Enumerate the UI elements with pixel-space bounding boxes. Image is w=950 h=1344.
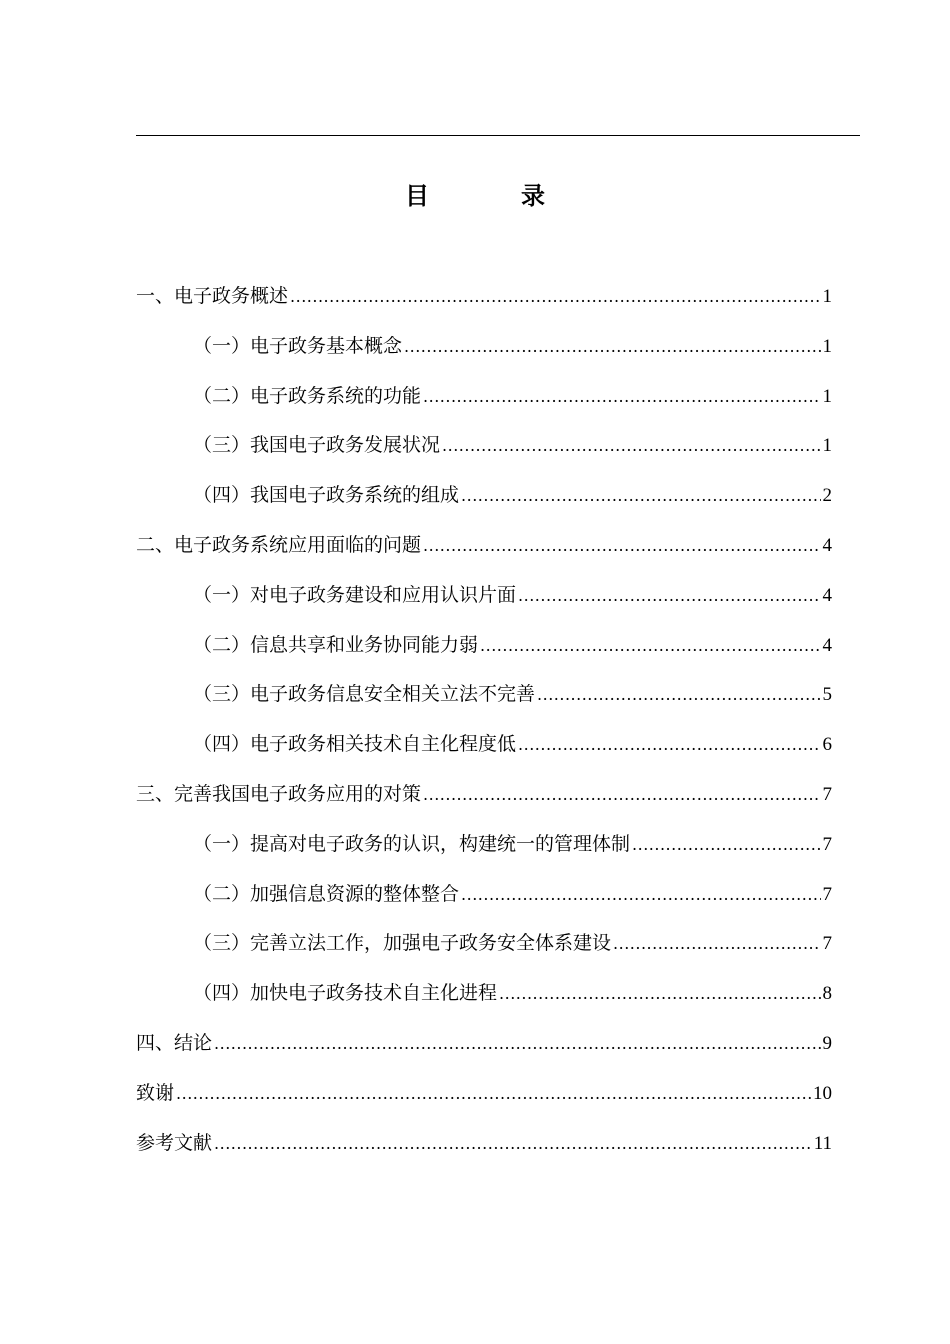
toc-title: 目 录 xyxy=(405,181,579,210)
toc-dot-leader xyxy=(214,1119,812,1169)
toc-entry-page-number: 7 xyxy=(822,883,832,905)
toc-entry-label: （四）电子政务相关技术自主化程度低 xyxy=(193,733,517,756)
toc-dot-leader xyxy=(176,1069,811,1119)
toc-dot-leader xyxy=(423,521,820,571)
toc-entry-page-number: 8 xyxy=(822,983,832,1005)
toc-dot-leader xyxy=(461,471,820,521)
toc-entry-page-number: 1 xyxy=(822,435,832,457)
toc-entry[interactable] xyxy=(136,870,832,920)
toc-entry-label: （一）对电子政务建设和应用认识片面 xyxy=(193,583,517,606)
toc-entry-label: （一）提高对电子政务的认识，构建统一的管理体制 xyxy=(193,832,631,855)
toc-entry[interactable] xyxy=(136,670,832,720)
toc-entry-label: （三）我国电子政务发展状况 xyxy=(193,434,441,457)
toc-entry-page-number: 10 xyxy=(813,1082,832,1104)
toc-entry[interactable] xyxy=(136,820,832,870)
toc-entry-page-number: 5 xyxy=(822,684,832,706)
toc-dot-leader xyxy=(442,421,820,471)
toc-entry[interactable] xyxy=(136,421,832,471)
toc-dot-leader xyxy=(404,322,820,372)
toc-dot-leader xyxy=(518,720,820,770)
toc-dot-leader xyxy=(499,969,820,1019)
toc-entry-page-number: 4 xyxy=(822,584,832,606)
toc-entry-label: 二、电子政务系统应用面临的问题 xyxy=(136,533,422,556)
toc-entry[interactable] xyxy=(136,571,832,621)
toc-entry[interactable] xyxy=(136,272,832,322)
toc-entry-label: （二）信息共享和业务协同能力弱 xyxy=(193,633,479,656)
toc-entry-label: 一、电子政务概述 xyxy=(136,285,289,307)
toc-entry[interactable] xyxy=(136,372,832,422)
toc-dot-leader xyxy=(214,1019,820,1069)
toc-dot-leader xyxy=(537,670,820,720)
toc-dot-leader xyxy=(290,272,820,322)
toc-entry-label: （二）加强信息资源的整体整合 xyxy=(193,882,460,905)
toc-entry[interactable] xyxy=(136,1019,832,1069)
toc-entry[interactable] xyxy=(136,621,832,671)
toc-entry-page-number: 2 xyxy=(822,485,832,507)
toc-dot-leader xyxy=(423,372,820,422)
toc-entry-label: （三）电子政务信息安全相关立法不完善 xyxy=(193,683,536,706)
toc-entry-page-number: 7 xyxy=(822,933,832,955)
toc-dot-leader xyxy=(518,571,820,621)
toc-list xyxy=(136,272,832,1168)
toc-entry[interactable] xyxy=(136,1119,832,1169)
toc-entry[interactable] xyxy=(136,919,832,969)
toc-dot-leader xyxy=(480,621,820,671)
toc-entry-page-number: 11 xyxy=(813,1132,832,1154)
toc-entry[interactable] xyxy=(136,521,832,571)
toc-entry-label: （三）完善立法工作，加强电子政务安全体系建设 xyxy=(193,932,612,955)
toc-entry-page-number: 6 xyxy=(822,734,832,756)
toc-entry-page-number: 9 xyxy=(822,1032,832,1054)
toc-entry[interactable] xyxy=(136,720,832,770)
toc-dot-leader xyxy=(423,770,820,820)
toc-entry-page-number: 4 xyxy=(822,634,832,656)
toc-entry[interactable] xyxy=(136,770,832,820)
toc-entry-label: 致谢 xyxy=(136,1081,175,1104)
toc-entry-page-number: 1 xyxy=(822,385,832,407)
toc-entry-label: （四）加快电子政务技术自主化进程 xyxy=(193,982,498,1005)
toc-entry[interactable] xyxy=(136,322,832,372)
toc-dot-leader xyxy=(632,820,820,870)
toc-entry-page-number: 4 xyxy=(822,534,832,556)
toc-entry-label: （二）电子政务系统的功能 xyxy=(193,384,422,407)
header-rule xyxy=(136,135,860,136)
toc-entry-page-number: 7 xyxy=(822,833,832,855)
toc-entry-page-number: 7 xyxy=(822,783,832,805)
toc-dot-leader xyxy=(461,870,820,920)
toc-entry-label: 四、结论 xyxy=(136,1031,213,1054)
toc-entry[interactable] xyxy=(136,969,832,1019)
toc-entry-label: 三、完善我国电子政务应用的对策 xyxy=(136,782,422,805)
toc-entry-label: （四）我国电子政务系统的组成 xyxy=(193,484,460,507)
toc-dot-leader xyxy=(613,919,820,969)
toc-entry[interactable] xyxy=(136,1069,832,1119)
toc-entry-label: 参考文献 xyxy=(136,1131,213,1154)
toc-entry-page-number: 1 xyxy=(822,335,832,357)
toc-entry-label: （一）电子政务基本概念 xyxy=(193,334,403,357)
toc-entry-page-number: 1 xyxy=(822,286,832,307)
toc-entry[interactable] xyxy=(136,471,832,521)
